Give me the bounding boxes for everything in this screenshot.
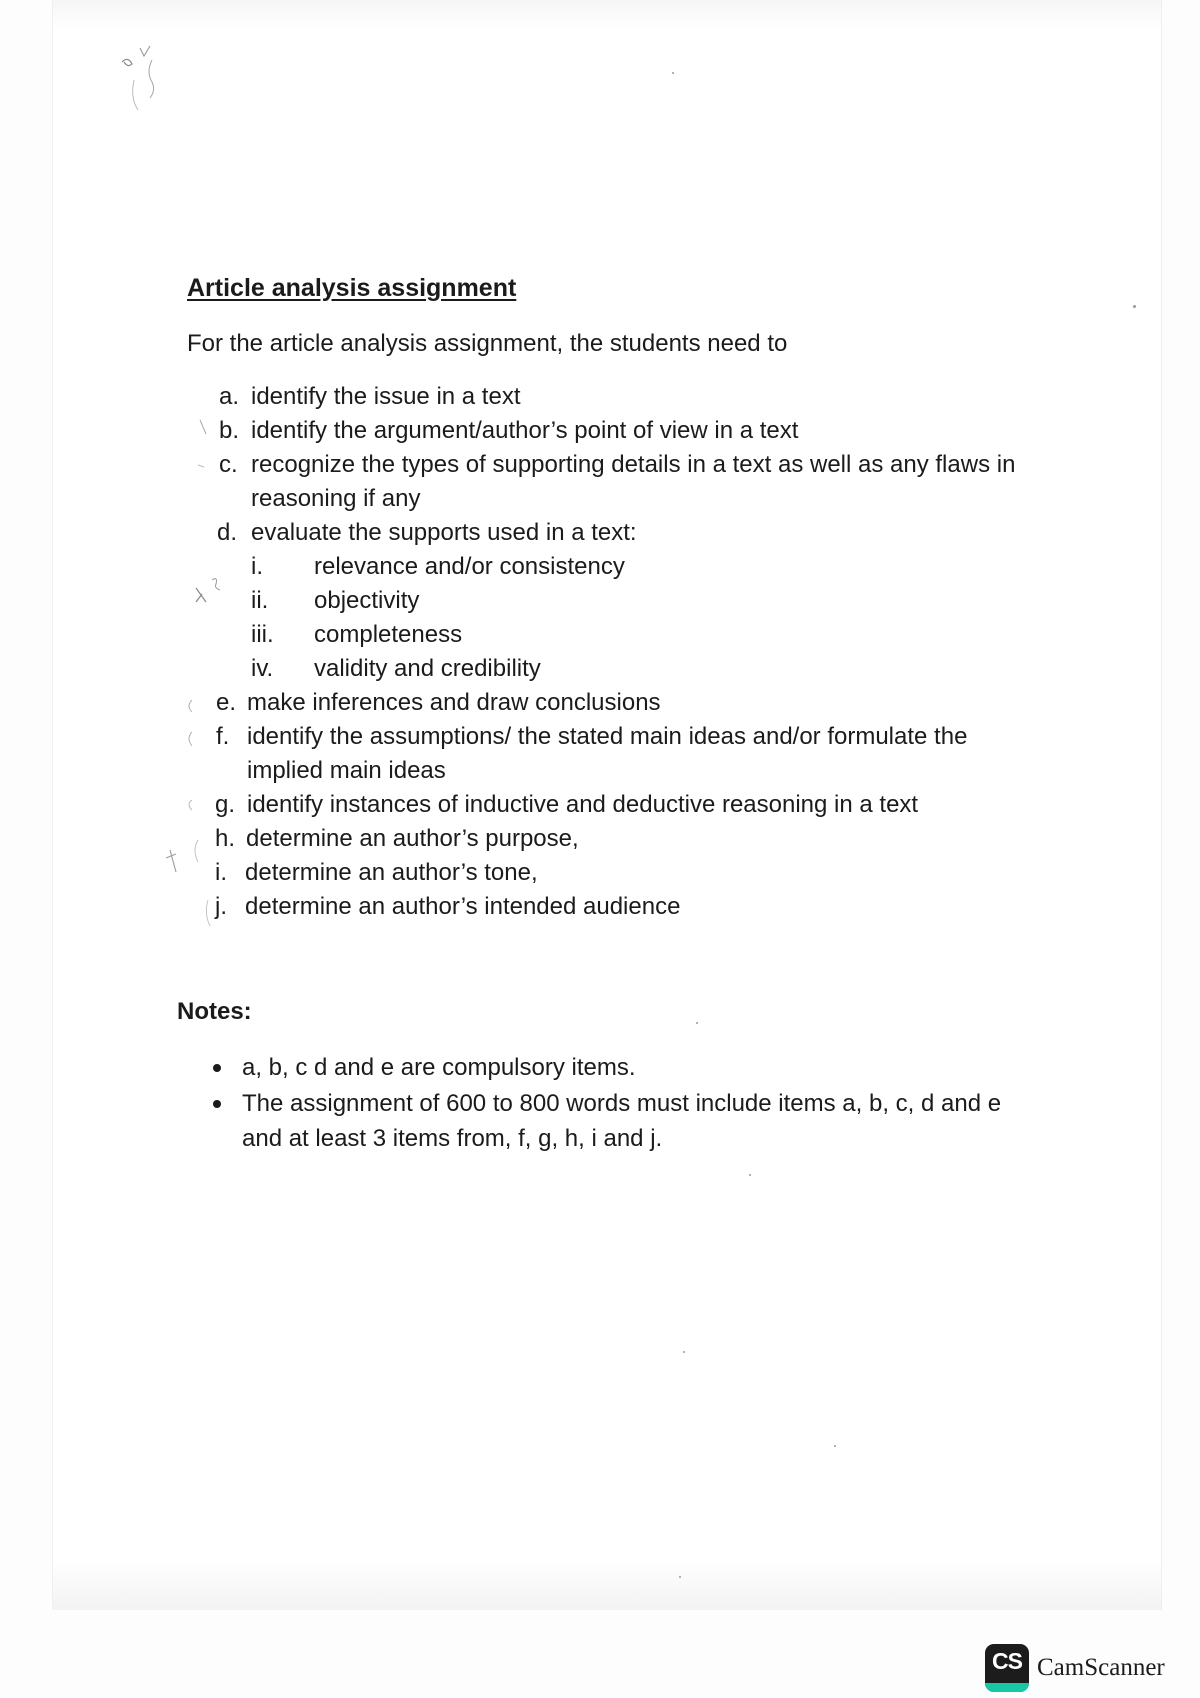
list-item-text: evaluate the supports used in a text: — [251, 519, 637, 546]
sub-item-text: relevance and/or consistency — [314, 553, 625, 580]
note-text: a, b, c d and e are compulsory items. — [242, 1054, 636, 1081]
list-item-text: identify the issue in a text — [251, 383, 521, 410]
list-item-text: identify the assumptions/ the stated main ideas and/or formulate the implied main ideas — [247, 723, 968, 784]
sub-item-text: validity and credibility — [314, 655, 541, 682]
intro-text: For the article analysis assignment, the students need to — [187, 330, 788, 357]
scan-speck — [749, 1174, 751, 1176]
list-marker: i. — [215, 859, 227, 886]
sub-item-marker: i. — [251, 553, 263, 580]
scan-speck — [1133, 305, 1136, 308]
bullet-dot-icon — [213, 1100, 221, 1108]
list-marker: j. — [215, 893, 227, 920]
list-marker: b. — [219, 417, 240, 444]
list-item-text: make inferences and draw conclusions — [247, 689, 661, 716]
scan-speck — [696, 1022, 698, 1024]
list-item-text: determine an author’s tone, — [245, 859, 538, 886]
scan-speck — [834, 1445, 836, 1447]
scan-speck — [672, 72, 674, 74]
pencil-scribble — [112, 40, 182, 120]
list-item-text: determine an author’s intended audience — [245, 893, 681, 920]
sub-item-marker: ii. — [251, 587, 269, 614]
list-item-text: identify instances of inductive and deductive reasoning in a text — [247, 791, 919, 818]
scan-speck — [679, 1576, 681, 1578]
watermark-name: CamScanner — [1037, 1654, 1165, 1681]
list-marker: d. — [217, 519, 238, 546]
notes-heading: Notes: — [177, 998, 252, 1025]
note-text: The assignment of 600 to 800 words must include items a, b, c, d and e and at least 3 items from, f, g, h, i and j. — [242, 1090, 1002, 1152]
sub-item-marker: iv. — [251, 655, 274, 682]
bullet-dot-icon — [213, 1064, 221, 1072]
list-marker: c. — [219, 451, 238, 478]
list-marker: h. — [215, 825, 236, 852]
camscanner-watermark — [985, 1644, 1190, 1694]
sub-item-text: objectivity — [314, 587, 420, 614]
scan-speck — [683, 1351, 685, 1353]
sub-item-marker: iii. — [251, 621, 274, 648]
list-item-text: identify the argument/author’s point of view in a text — [251, 417, 799, 444]
list-item-text: recognize the types of supporting details in a text as well as any flaws in reasoning if any — [251, 451, 1016, 512]
list-marker: f. — [216, 723, 230, 750]
logo-accent-bar — [985, 1683, 1029, 1692]
list-marker: a. — [219, 383, 240, 410]
list-marker: e. — [216, 689, 237, 716]
list-marker: g. — [215, 791, 236, 818]
sub-item-text: completeness — [314, 621, 463, 648]
handwritten-margin-marks — [150, 380, 220, 940]
camscanner-logo-icon — [985, 1644, 1029, 1692]
document-title: Article analysis assignment — [187, 274, 517, 302]
list-item-text: determine an author’s purpose, — [246, 825, 579, 852]
logo-letters: CS — [992, 1648, 1022, 1674]
